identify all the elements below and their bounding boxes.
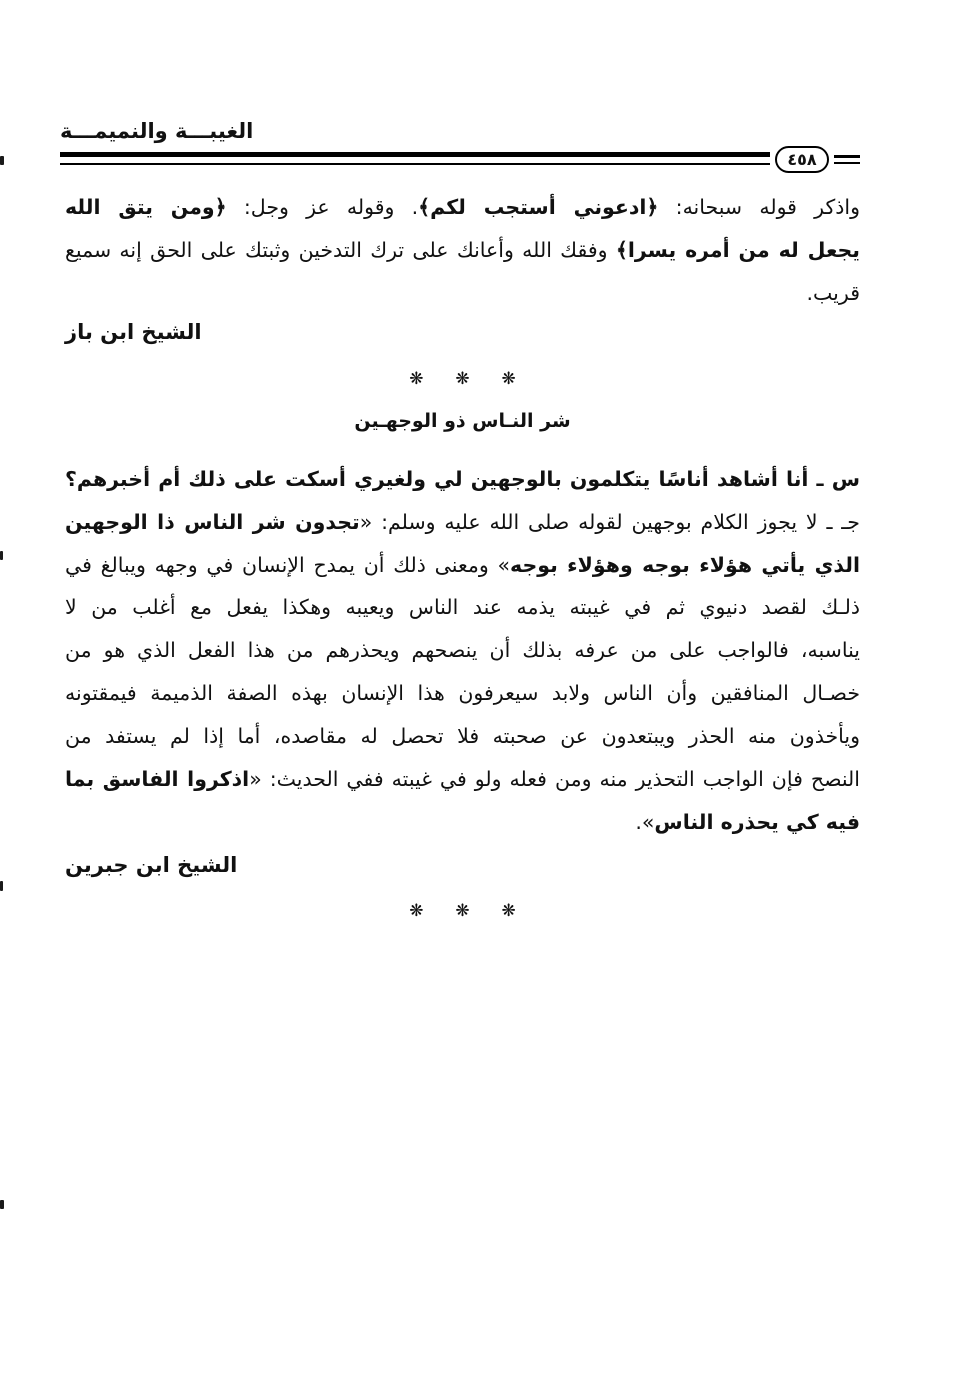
answer-line [65,801,860,844]
section-separator: ❋ ❋ ❋ [409,369,516,389]
answer-line [65,672,860,715]
hadith-quote: اذكروا الفاسق بما [65,767,250,791]
answer-line [65,544,860,587]
signature: الشيخ ابن جبرين [65,853,238,877]
running-title: الغيبـــة والنميمـــة [60,119,254,143]
scan-mark [0,881,3,891]
text-run: جـ ـ لا يجوز الكلام بوجهين لقوله صلى الله عليه وسلم: « [359,510,860,534]
quran-quote: ﴿ادعوني أستجب لكم﴾ [418,195,659,219]
question: س ـ أنا أشاهد أناسًا يتكلمون بالوجهين لي ولغيري أسكت على ذلك أم أخبرهم؟ [65,467,860,491]
signature: الشيخ ابن باز [65,320,202,344]
text-run: قريب. [806,281,860,305]
text-run: وفقك الله وأعانك على ترك التدخين وثبتك على الحق إنه سميع [65,238,616,262]
text-run: واذكر قوله سبحانه: [658,195,860,219]
page-number: ٤٥٨ [775,146,829,173]
answer-line [65,501,860,544]
text-run: » ومعنى ذلك أن يمدح الإنسان في وجهه ويبالغ في [65,553,511,577]
text-run: ». [635,810,655,834]
hadith-quote: تجدون شر الناس ذا الوجهين [65,510,360,534]
scan-mark [0,156,4,165]
answer-line [65,586,860,629]
scan-mark [0,1200,4,1209]
hadith-quote: فيه كي يحذره الناس [654,810,860,834]
hadith-quote: الذي يأتي هؤلاء بوجه وهؤلاء بوجه [510,553,860,577]
text-block [65,0,860,1382]
paragraph-line [65,229,860,272]
text-run: ويأخذون منه الحذر ويبتعدون عن صحبته فلا تحصل له مقاصده، أما إذا لم يستفد من [65,724,860,748]
paragraph-line [65,272,860,315]
scan-mark [0,551,3,560]
section-heading: شر النـاس ذو الوجهـين [354,410,571,432]
answer-line [65,758,860,801]
quran-quote: يجعل له من أمره يسرا﴾ [615,238,860,262]
quran-quote: ﴿ومن يتق الله [65,195,227,219]
text-run: ذلـك لقصد دنيوي ثم في غيبته يذمه عند الناس ويعيبه وهكذا يفعل مع أغلب من لا [65,595,860,619]
answer-line [65,715,860,758]
text-run: النصح فإن الواجب التحذير منه ومن فعله ولو في غيبته ففي الحديث: « [249,767,860,791]
answer-line [65,629,860,672]
section-separator: ❋ ❋ ❋ [409,901,516,921]
text-run: يناسبه، فالواجب على من عرفه بذلك أن ينصحهم ويحذرهم من هذا الفعل الذي هو من [65,638,860,662]
text-run: . وقوله عز وجل: [226,195,419,219]
text-run: خصـال المنافقين وأن الناس ولابد سيعرفون هذا الإنسان بهذه الصفة الذميمة فيمقتونه [65,681,860,705]
paragraph-line [65,186,860,229]
